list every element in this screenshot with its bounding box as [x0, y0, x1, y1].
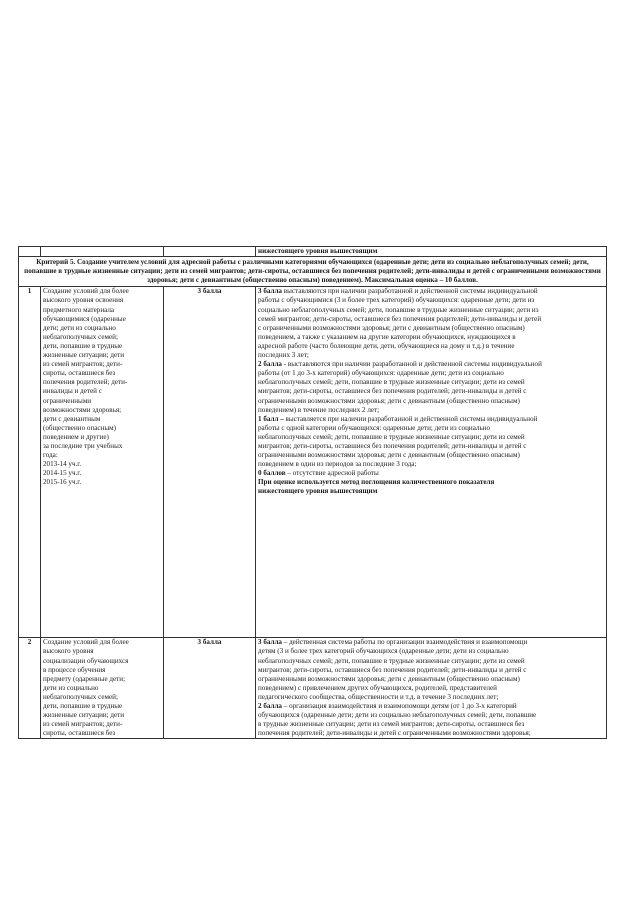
description-line: неблагополучных семей; дети, попавшие в трудные жизненные ситуации; дети из семей [258, 432, 525, 441]
description-text: выставляется при наличии разработанной и действенной системы индивидуальной [283, 414, 538, 423]
indicator-cell [41, 638, 164, 739]
description-line: попечения родителей; дети-инвалиды и детей с ограниченными возможностями здоровья; [258, 729, 531, 738]
method-note: нижестоящего уровня вышестоящим [258, 487, 378, 496]
indicator-cell [41, 247, 164, 257]
criteria-table [18, 246, 607, 739]
description-cell [256, 638, 607, 739]
indicator-line: неблагополучных семей; [43, 332, 118, 341]
indicator-line: обучающимися (одаренные [43, 314, 126, 323]
score-cell [164, 247, 256, 257]
indicator-line: (общественно опасным) [43, 423, 116, 432]
indicator-line: предмету (одаренные дети; [43, 674, 126, 683]
document-page [18, 246, 606, 739]
description-line: поведением) с привлечением других обучающихся, родителей, представителей [258, 683, 497, 692]
indicator-line: поведением и другие) [43, 432, 109, 441]
score-cell: 3 балла [164, 287, 256, 638]
indicator-line: попечения родителей; дети- [43, 378, 128, 387]
indicator-line: социализации обучающихся [43, 656, 129, 665]
score-lead: 0 баллов [258, 469, 286, 478]
row-number: 1 [19, 287, 41, 638]
indicator-line: из семей мигрантов; дети- [43, 360, 123, 369]
table-row-criterion [19, 257, 607, 287]
description-cell [256, 287, 607, 638]
description-line: с ограниченными возможностями здоровья; дети с девиантным (общественно опасным) [258, 323, 525, 332]
score-lead: 3 балла [258, 287, 282, 296]
indicator-line: инвалиды и детей с [43, 387, 102, 396]
indicator-line: неблагополучных семей; [43, 692, 118, 701]
description-line: в трудные жизненные ситуации; дети из семей мигрантов; дети-сироты, оставшиеся без [258, 720, 525, 729]
indicator-line: дети, попавшие в трудные [43, 341, 123, 350]
table-row [19, 638, 607, 739]
table-row [19, 287, 607, 638]
indicator-line: возможностями здоровья; [43, 405, 122, 414]
indicator-line: жизненные ситуации; дети [43, 351, 125, 360]
description-line: адресной работе (часто болеющие дети, дети, обучающиеся на дому и т.д.) в течение [258, 341, 515, 350]
description-line: семей мигрантов; дети-сироты, оставшиеся без попечения родителей; дети-инвалиды и детей [258, 314, 542, 323]
indicator-line: жизненные ситуации; дети [43, 711, 125, 720]
indicator-line: высокого уровня освоения [43, 296, 124, 305]
indicator-line: Создание условий для более [43, 287, 129, 296]
description-line: ограниченными возможностями здоровья; дети с девиантным (общественно опасным) [258, 396, 520, 405]
description-text: - выставляются при наличии разработанной и действенной системы индивидуальной [281, 360, 542, 369]
description-line: мигрантов; дети-сироты, оставшиеся без попечения родителей; дети-инвалиды и детей с [258, 441, 527, 450]
table-row-continuation [19, 247, 607, 257]
indicator-line: ограниченными [43, 396, 92, 405]
indicator-line: из семей мигрантов; дети- [43, 720, 123, 729]
description-line: работы (от 1 до 3-х категорий) обучающихся: одаренные дети; дети из социально [258, 369, 504, 378]
score-cell: 3 балла [164, 638, 256, 739]
description-line: ограниченными возможностями здоровья; дети с девиантным (общественно опасным) [258, 674, 520, 683]
row-number: 2 [19, 638, 41, 739]
description-text: выставляются при наличии разработанной и действенной системы индивидуальной [281, 287, 538, 296]
description-line: неблагополучных семей; дети, попавшие в трудные жизненные ситуации; дети из семей [258, 378, 525, 387]
description-text: – отсутствие адресной работы [285, 469, 379, 478]
description-text: – организация взаимодействия и взаимопомощи детям (от 1 до 3-х категорий [281, 702, 517, 711]
description-line: поведением в один из периодов за последние 3 года; [258, 460, 417, 469]
description-line: поведением) в течение последних 2 лет; [258, 405, 380, 414]
indicator-line: в процессе обучения [43, 665, 106, 674]
indicator-line: 2013-14 уч.г. [43, 460, 82, 469]
description-line: поведением, а также с указанием на другие категории обучающихся, нуждающихся в [258, 332, 516, 341]
description-line: обучающихся (одаренные дети; дети из социально неблагополучных семей; дети, попавшие [258, 711, 537, 720]
indicator-line: сироты, оставшиеся без [43, 729, 116, 738]
score-lead: 2 балла [258, 702, 282, 711]
description-line: работы с обучающимися (3 и более трех категорий) обучающихся: одаренные дети; дети из [258, 296, 535, 305]
description-line [258, 469, 604, 478]
score-lead: 1 балл – [258, 414, 284, 423]
indicator-line: 2014-15 уч.г. [43, 469, 82, 478]
description-line [258, 360, 604, 369]
num-cell [19, 247, 41, 257]
indicator-line: дети, попавшие в трудные [43, 702, 123, 711]
description-line [258, 702, 604, 711]
score-lead: 2 балла [258, 360, 282, 369]
description-line: мигрантов; дети-сироты, оставшиеся без попечения родителей; дети-инвалиды и детей с [258, 387, 527, 396]
criterion-heading: Критерий 5. Создание учителем условий для адресной работы с различными категориями обучающихся (одаренные дети; дети из социально неблагополучных семей; дети, попавшие в трудные жизненные ситуации; дети из семей мигрантов; дети-сироты, оставшиеся без попечения родителей; дети-инвалиды и детей с ограниченными возможностями здоровья; дети с девиантным (общественно опасным) поведением). Максимальная оценка – 10 баллов. [19, 257, 607, 287]
indicator-line: дети; дети из социально [43, 323, 116, 332]
indicator-line: дети из социально [43, 683, 99, 692]
description-line: последних 3 лет; [258, 351, 309, 360]
indicator-line: дети с девиантным [43, 414, 101, 423]
description-line [258, 287, 604, 296]
score-lead: 3 балла [258, 638, 282, 647]
description-text: – действенная система работы по организации взаимодействия и взаимопомощи [281, 638, 528, 647]
method-note: При оценке используется метод поглощения количественного показателя [258, 478, 495, 487]
indicator-line: за последние три учебных [43, 441, 123, 450]
indicator-line: 2015-16 уч.г. [43, 478, 82, 487]
description-line: ограниченными возможностями здоровья; дети с девиантным (общественно опасным) [258, 451, 520, 460]
description-line: неблагополучных семей; дети, попавшие в трудные жизненные ситуации; дети из семей [258, 656, 525, 665]
description-line [258, 415, 604, 424]
description-line [258, 638, 604, 647]
description-line: работы с одной категории обучающихся: одаренные дети; дети из социально [258, 423, 491, 432]
description-line: социально неблагополучных семей; дети, попавшие в трудные жизненные ситуации; дети из [258, 305, 539, 314]
description-line: педагогического сообщества, общественности и т.д. в течение 3 последних лет; [258, 692, 499, 701]
indicator-cell [41, 287, 164, 638]
description-line: детям (3 и более трех категорий обучающихся (одаренные дети; дети из социально [258, 647, 509, 656]
indicator-line: года: [43, 451, 58, 460]
indicator-line: высокого уровня [43, 647, 94, 656]
indicator-line: сироты, оставшиеся без [43, 369, 116, 378]
indicator-line: Создание условий для более [43, 638, 129, 647]
description-line: мигрантов; дети-сироты, оставшиеся без попечения родителей; дети-инвалиды и детей с [258, 665, 527, 674]
indicator-line: предметного материала [43, 305, 115, 314]
description-cell: нижестоящего уровня вышестоящим [256, 247, 607, 257]
